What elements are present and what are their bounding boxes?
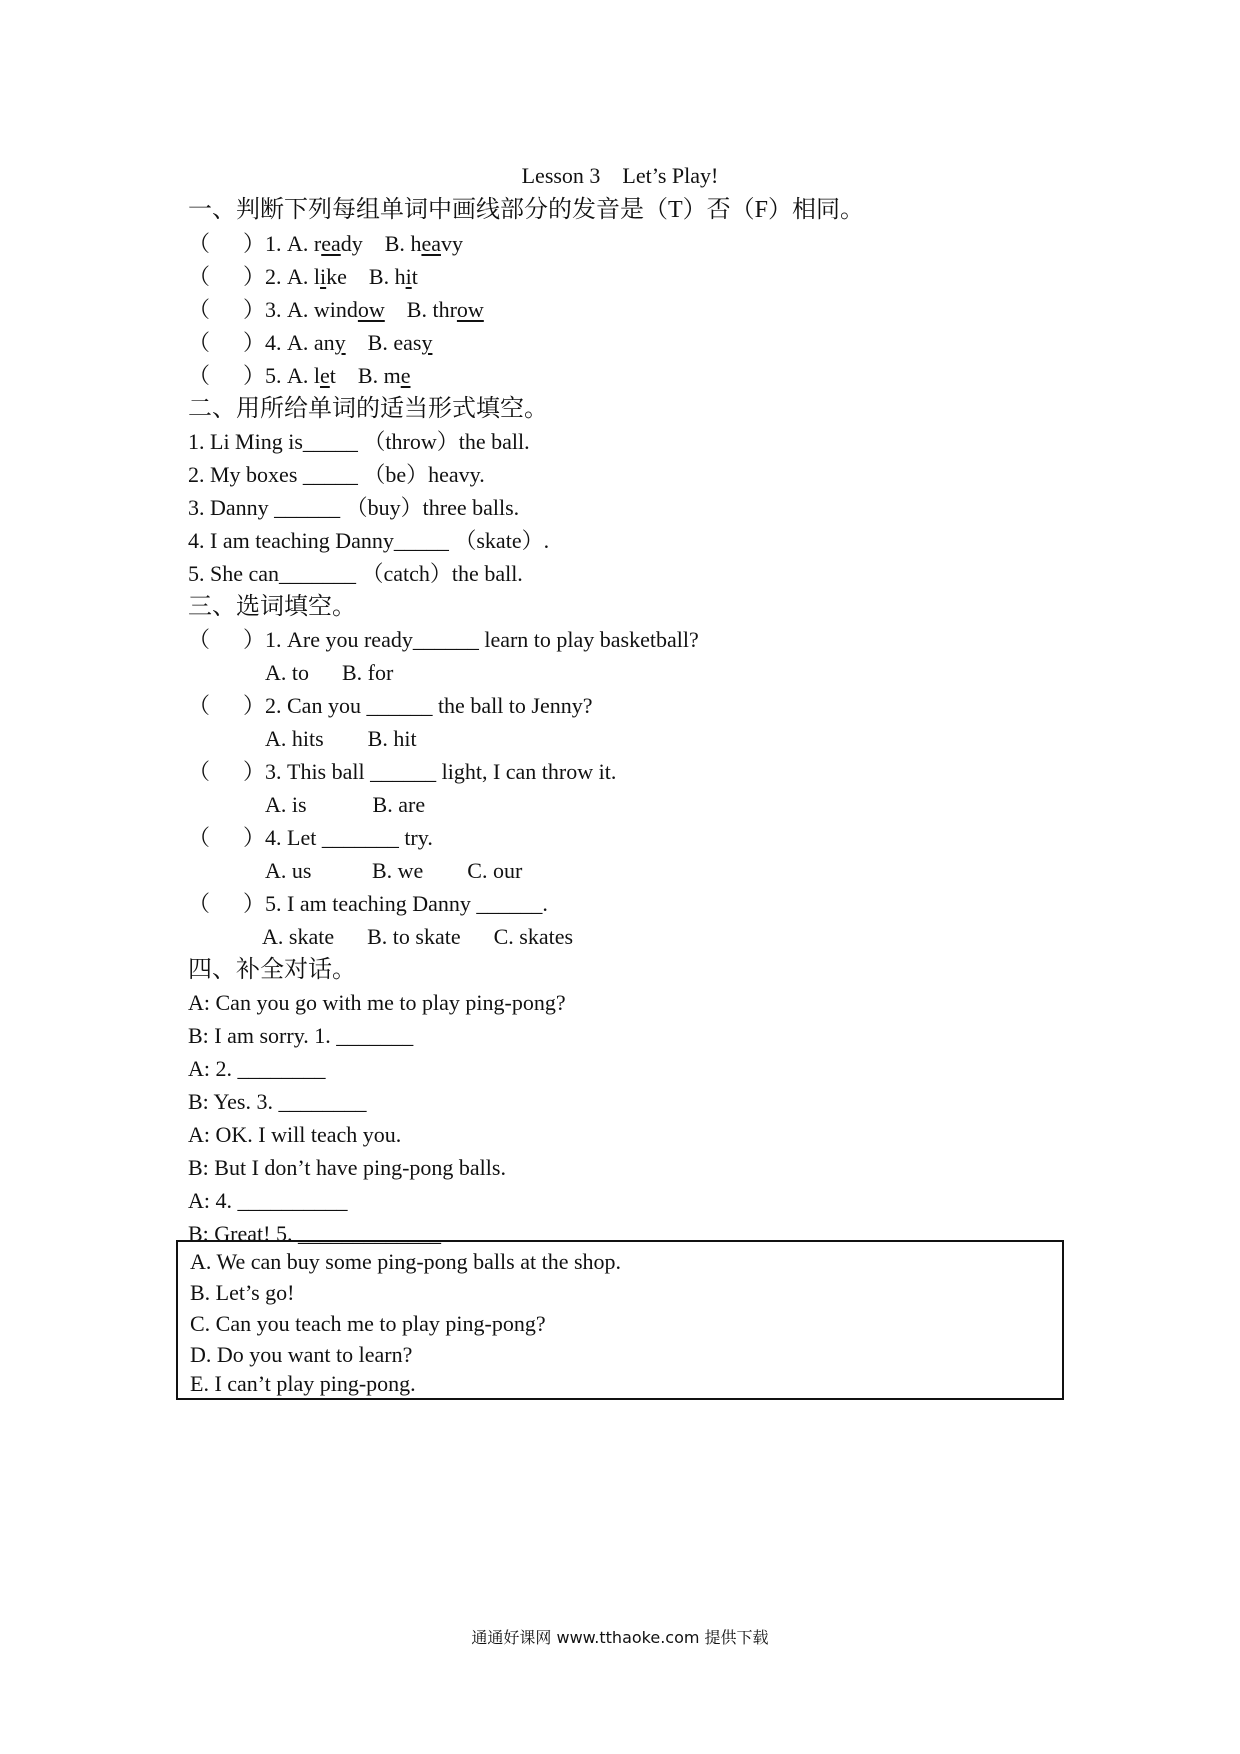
answer-option: E. I can’t play ping-pong. xyxy=(190,1371,416,1396)
section2-item-2: 2. My boxes _____ （be）heavy. xyxy=(188,462,485,487)
section3-question-5: （ ）5. I am teaching Danny ______. xyxy=(188,891,548,916)
section1-item-5: （ ）5. A. let B. me xyxy=(188,363,411,388)
answer-option: D. Do you want to learn? xyxy=(190,1342,413,1367)
section3-options-5: A. skate B. to skate C. skates xyxy=(262,924,574,949)
answer-options-box xyxy=(176,1240,1064,1400)
page-footer: 通通好课网 www.tthaoke.com 提供下载 xyxy=(471,1628,769,1647)
section1-item-4: （ ）4. A. any B. easy xyxy=(188,330,433,355)
section3-options-1: A. to B. for xyxy=(265,660,394,685)
dialogue-line: B: I am sorry. 1. _______ xyxy=(188,1023,414,1048)
dialogue-line: A: Can you go with me to play ping-pong? xyxy=(188,990,566,1015)
dialogue-line: A: OK. I will teach you. xyxy=(188,1122,402,1147)
section1-item-3: （ ）3. A. window B. throw xyxy=(188,297,484,322)
answer-option: A. We can buy some ping-pong balls at the shop. xyxy=(190,1249,622,1274)
dialogue-line: B: Yes. 3. ________ xyxy=(188,1089,367,1114)
section3-options-2: A. hits B. hit xyxy=(265,726,417,751)
dialogue-line: B: But I don’t have ping-pong balls. xyxy=(188,1155,506,1180)
section2-heading: 二、用所给单词的适当形式填空。 xyxy=(188,396,548,422)
section3-question-1: （ ）1. Are you ready______ learn to play basketball? xyxy=(188,627,699,652)
answer-option: C. Can you teach me to play ping-pong? xyxy=(190,1311,546,1336)
section2-item-3: 3. Danny ______ （buy）three balls. xyxy=(188,495,520,520)
section3-question-3: （ ）3. This ball ______ light, I can throw it. xyxy=(188,759,617,784)
section3-question-2: （ ）2. Can you ______ the ball to Jenny? xyxy=(188,693,593,718)
section2-item-5: 5. She can_______ （catch）the ball. xyxy=(188,561,523,586)
section2-item-4: 4. I am teaching Danny_____ （skate）. xyxy=(188,528,550,553)
section3-heading: 三、选词填空。 xyxy=(188,594,356,620)
page-title: Lesson 3 Let’s Play! xyxy=(521,163,719,188)
dialogue-line: A: 4. __________ xyxy=(188,1188,348,1213)
answer-option: B. Let’s go! xyxy=(190,1280,295,1305)
section3-question-4: （ ）4. Let _______ try. xyxy=(188,825,433,850)
section1-heading: 一、判断下列每组单词中画线部分的发音是（T）否（F）相同。 xyxy=(188,197,865,223)
section3-options-4: A. us B. we C. our xyxy=(265,858,523,883)
dialogue-line: A: 2. ________ xyxy=(188,1056,326,1081)
dialogue-line: B: Great! 5. _____________ xyxy=(188,1221,441,1246)
section1-item-1: （ ）1. A. ready B. heavy xyxy=(188,231,463,256)
section3-options-3: A. is B. are xyxy=(265,792,426,817)
section1-item-2: （ ）2. A. like B. hit xyxy=(188,264,418,289)
section2-item-1: 1. Li Ming is_____ （throw）the ball. xyxy=(188,429,530,454)
section4-heading: 四、补全对话。 xyxy=(188,957,356,983)
